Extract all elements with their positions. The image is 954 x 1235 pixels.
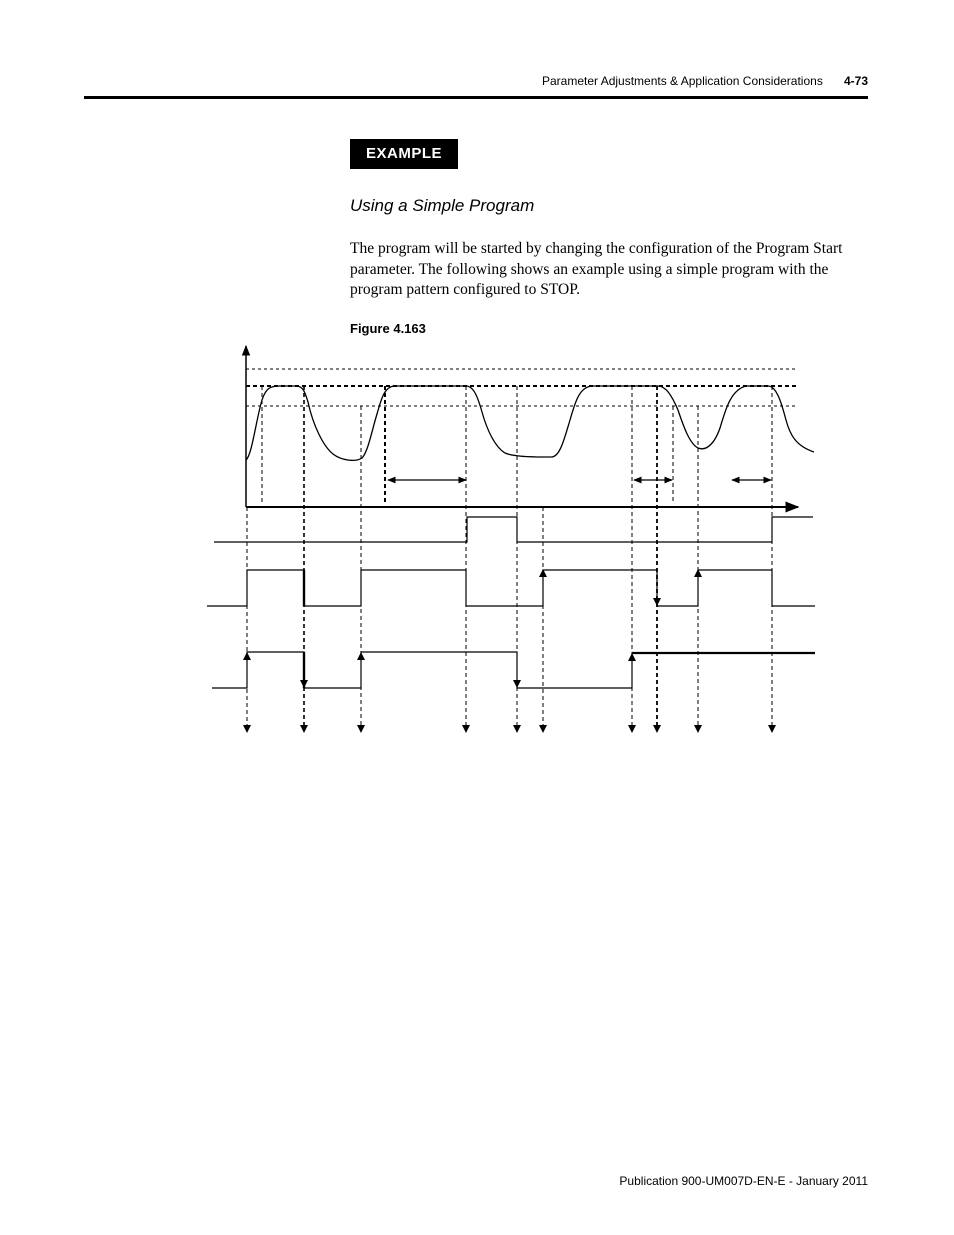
page-number: 4-73 bbox=[843, 74, 868, 88]
process-value-curve bbox=[246, 386, 814, 460]
example-label: EXAMPLE bbox=[350, 139, 458, 169]
event-lines bbox=[247, 386, 772, 728]
body-paragraph: The program will be started by changing the configuration of the Program Start parameter. The following shows an example using a simple program with the program pattern configured to STOP. bbox=[350, 240, 843, 298]
signal-trace-2-arrows bbox=[539, 569, 702, 606]
signal-trace-3 bbox=[212, 652, 632, 688]
figure-label: Figure 4.163 bbox=[350, 321, 426, 336]
event-arrowheads bbox=[243, 725, 776, 733]
axes bbox=[246, 346, 798, 507]
section-title: Parameter Adjustments & Application Considerations bbox=[542, 74, 823, 88]
timing-diagram bbox=[200, 330, 830, 750]
running-head bbox=[542, 74, 868, 92]
reference-lines bbox=[246, 369, 798, 406]
publication-footer: Publication 900-UM007D-EN-E - January 2011 bbox=[619, 1174, 868, 1188]
header-rule bbox=[84, 96, 868, 99]
signal-trace-3-arrows bbox=[243, 652, 636, 688]
signal-trace-2 bbox=[207, 570, 815, 606]
subheading: Using a Simple Program bbox=[350, 196, 535, 215]
